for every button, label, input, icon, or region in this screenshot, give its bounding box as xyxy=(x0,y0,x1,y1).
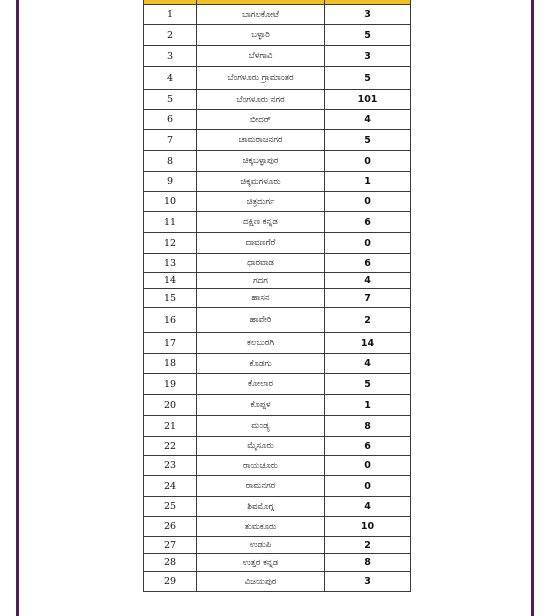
table-row xyxy=(144,308,411,333)
count-cell: 2 xyxy=(325,537,411,554)
district-name-cell: ಬಳ್ಳಾರಿ xyxy=(197,25,325,46)
district-name-cell: ದಾವಣಗೆರೆ xyxy=(197,233,325,254)
table-row xyxy=(144,395,411,416)
serial-number-cell: 27 xyxy=(144,537,197,554)
serial-number-cell: 2 xyxy=(144,25,197,46)
count-cell: 4 xyxy=(325,110,411,130)
count-cell: 3 xyxy=(325,46,411,67)
serial-number-cell: 15 xyxy=(144,289,197,308)
district-name-cell: ಬೆಳಗಾವಿ xyxy=(197,46,325,67)
table-row xyxy=(144,437,411,456)
serial-number-cell: 11 xyxy=(144,212,197,233)
district-count-table xyxy=(143,0,411,592)
district-name-cell: ಹಾವೇರಿ xyxy=(197,308,325,333)
district-name-cell: ಕೊಡಗು xyxy=(197,354,325,374)
count-cell: 3 xyxy=(325,5,411,25)
district-name-cell: ಚಿತ್ರದುರ್ಗ xyxy=(197,192,325,212)
district-name-cell: ಗದಗ xyxy=(197,273,325,289)
table-row xyxy=(144,5,411,25)
count-cell: 10 xyxy=(325,517,411,537)
count-cell: 4 xyxy=(325,497,411,517)
count-cell: 1 xyxy=(325,172,411,192)
serial-number-cell: 19 xyxy=(144,374,197,395)
table-row xyxy=(144,130,411,151)
serial-number-cell: 29 xyxy=(144,572,197,592)
serial-number-cell: 21 xyxy=(144,416,197,437)
table-row xyxy=(144,192,411,212)
count-cell: 6 xyxy=(325,212,411,233)
serial-number-cell: 18 xyxy=(144,354,197,374)
table-row xyxy=(144,25,411,46)
count-cell: 14 xyxy=(325,333,411,354)
table-row xyxy=(144,333,411,354)
table-row xyxy=(144,46,411,67)
serial-number-cell: 9 xyxy=(144,172,197,192)
district-name-cell: ಚಿಕ್ಕಮಗಳೂರು xyxy=(197,172,325,192)
district-name-cell: ರಾಮನಗರ xyxy=(197,476,325,497)
table-row xyxy=(144,476,411,497)
district-name-cell: ಧಾರವಾಡ xyxy=(197,254,325,273)
count-cell: 101 xyxy=(325,90,411,110)
table-row xyxy=(144,110,411,130)
district-name-cell: ರಾಯಚೂರು xyxy=(197,456,325,476)
count-cell: 0 xyxy=(325,233,411,254)
district-name-cell: ಕೋಲಾರ xyxy=(197,374,325,395)
count-cell: 0 xyxy=(325,151,411,172)
serial-number-cell: 6 xyxy=(144,110,197,130)
count-cell: 3 xyxy=(325,572,411,592)
district-name-cell: ಹಾಸನ xyxy=(197,289,325,308)
serial-number-cell: 3 xyxy=(144,46,197,67)
table-row xyxy=(144,172,411,192)
table-row xyxy=(144,537,411,554)
table-row xyxy=(144,289,411,308)
serial-number-cell: 12 xyxy=(144,233,197,254)
serial-number-cell: 17 xyxy=(144,333,197,354)
table-row xyxy=(144,90,411,110)
table-row xyxy=(144,416,411,437)
serial-number-cell: 13 xyxy=(144,254,197,273)
count-cell: 1 xyxy=(325,395,411,416)
serial-number-cell: 22 xyxy=(144,437,197,456)
district-name-cell: ಶಿವಮೊಗ್ಗ xyxy=(197,497,325,517)
serial-number-cell: 5 xyxy=(144,90,197,110)
serial-number-cell: 28 xyxy=(144,554,197,572)
count-cell: 0 xyxy=(325,192,411,212)
serial-number-cell: 8 xyxy=(144,151,197,172)
district-name-cell: ಬೆಂಗಳೂರು ಗ್ರಾಮಾಂತರ xyxy=(197,67,325,90)
count-cell: 0 xyxy=(325,476,411,497)
serial-number-cell: 26 xyxy=(144,517,197,537)
table-row xyxy=(144,212,411,233)
district-name-cell: ಮಂಡ್ಯ xyxy=(197,416,325,437)
district-table-container xyxy=(143,0,410,592)
count-cell: 5 xyxy=(325,25,411,46)
count-cell: 8 xyxy=(325,554,411,572)
district-name-cell: ಕೊಪ್ಪಳ xyxy=(197,395,325,416)
table-row xyxy=(144,497,411,517)
count-cell: 6 xyxy=(325,437,411,456)
count-cell: 8 xyxy=(325,416,411,437)
table-row xyxy=(144,151,411,172)
count-cell: 4 xyxy=(325,354,411,374)
table-body xyxy=(144,0,411,592)
district-name-cell: ಬಾಗಲಕೋಟೆ xyxy=(197,5,325,25)
table-row xyxy=(144,354,411,374)
table-row xyxy=(144,67,411,90)
district-name-cell: ದಕ್ಷಿಣ ಕನ್ನಡ xyxy=(197,212,325,233)
district-name-cell: ಬೆಂಗಳೂರು ನಗರ xyxy=(197,90,325,110)
serial-number-cell: 7 xyxy=(144,130,197,151)
table-row xyxy=(144,233,411,254)
district-name-cell: ಉತ್ತರ ಕನ್ನಡ xyxy=(197,554,325,572)
table-row xyxy=(144,273,411,289)
count-cell: 5 xyxy=(325,67,411,90)
table-row xyxy=(144,572,411,592)
district-name-cell: ಕಲಬುರಗಿ xyxy=(197,333,325,354)
serial-number-cell: 4 xyxy=(144,67,197,90)
district-name-cell: ಬೀದರ್ xyxy=(197,110,325,130)
count-cell: 5 xyxy=(325,374,411,395)
serial-number-cell: 1 xyxy=(144,5,197,25)
table-row xyxy=(144,517,411,537)
district-name-cell: ತುಮಕೂರು xyxy=(197,517,325,537)
district-name-cell: ಚಿಕ್ಕಬಳ್ಳಾಪುರ xyxy=(197,151,325,172)
serial-number-cell: 20 xyxy=(144,395,197,416)
table-row xyxy=(144,456,411,476)
serial-number-cell: 25 xyxy=(144,497,197,517)
district-name-cell: ವಿಜಯಪುರ xyxy=(197,572,325,592)
district-name-cell: ಮೈಸೂರು xyxy=(197,437,325,456)
district-name-cell: ಉಡುಪಿ xyxy=(197,537,325,554)
table-row xyxy=(144,254,411,273)
count-cell: 2 xyxy=(325,308,411,333)
serial-number-cell: 24 xyxy=(144,476,197,497)
serial-number-cell: 23 xyxy=(144,456,197,476)
serial-number-cell: 14 xyxy=(144,273,197,289)
count-cell: 6 xyxy=(325,254,411,273)
count-cell: 7 xyxy=(325,289,411,308)
count-cell: 0 xyxy=(325,456,411,476)
serial-number-cell: 10 xyxy=(144,192,197,212)
count-cell: 4 xyxy=(325,273,411,289)
table-row xyxy=(144,554,411,572)
district-name-cell: ಚಾಮರಾಜನಗರ xyxy=(197,130,325,151)
count-cell: 5 xyxy=(325,130,411,151)
table-row xyxy=(144,374,411,395)
serial-number-cell: 16 xyxy=(144,308,197,333)
